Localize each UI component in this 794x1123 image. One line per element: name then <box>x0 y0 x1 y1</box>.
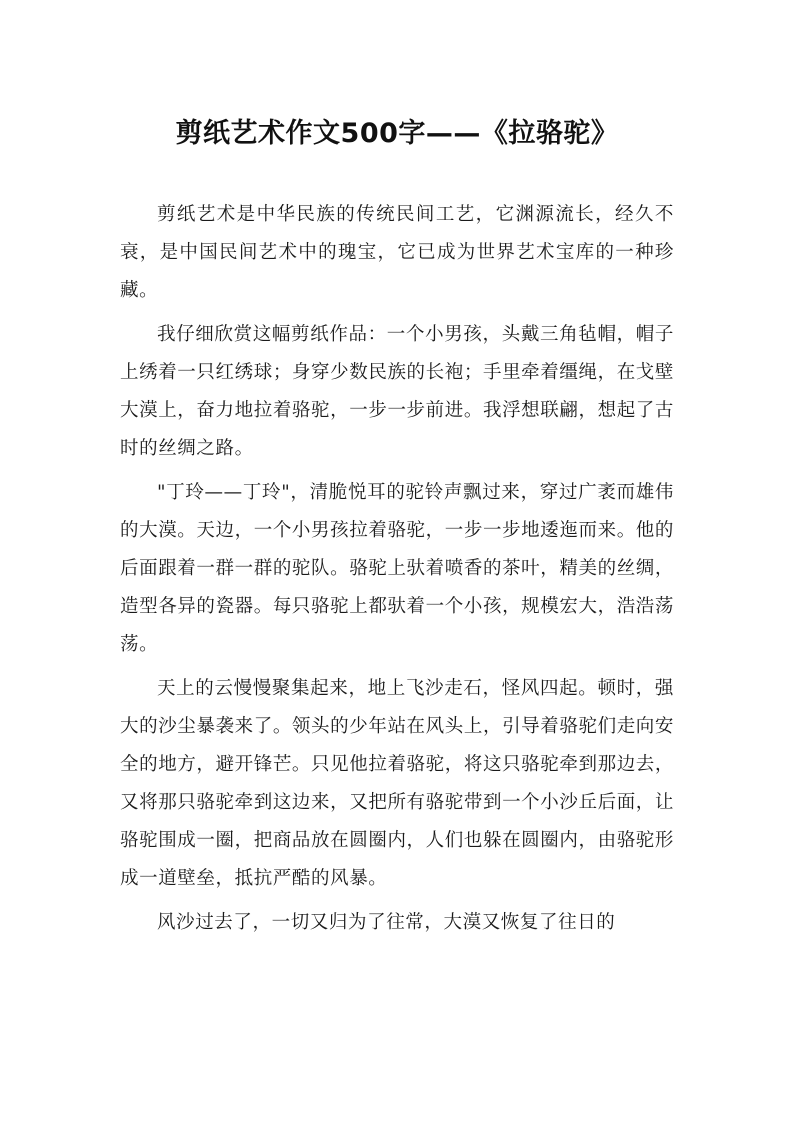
paragraph: 我仔细欣赏这幅剪纸作品：一个小男孩，头戴三角毡帽，帽子上绣着一只红绣球；身穿少数民族的长袍；手里牵着缰绳，在戈壁大漠上，奋力地拉着骆驼，一步一步前进。我浮想联翩，想起了古时的丝绸之路。 <box>120 324 674 459</box>
paragraph: 天上的云慢慢聚集起来，地上飞沙走石，怪风四起。顿时，强大的沙尘暴袭来了。领头的少年站在风头上，引导着骆驼们走向安全的地方，避开锋芒。只见他拉着骆驼，将这只骆驼牵到那边去，又将那只骆驼牵到这边来，又把所有骆驼带到一个小沙丘后面，让骆驼围成一圈，把商品放在圆圈内，人们也躲在圆圈内，由骆驼形成一道壁垒，抵抗严酷的风暴。 <box>120 678 674 889</box>
paragraph: 风沙过去了，一切又归为了往常，大漠又恢复了往日的 <box>157 912 616 933</box>
document-body <box>120 196 674 948</box>
paragraph: "丁玲——丁玲"，清脆悦耳的驼铃声飘过来，穿过广袤而雄伟的大漠。天边，一个小男孩拉着骆驼，一步一步地逶迤而来。他的后面跟着一群一群的驼队。骆驼上驮着喷香的茶叶，精美的丝绸，造型各异的瓷器。每只骆驼上都驮着一个小孩，规模宏大，浩浩荡荡。 <box>120 482 674 655</box>
paragraph: 剪纸艺术是中华民族的传统民间工艺，它渊源流长，经久不衰，是中国民间艺术中的瑰宝，它已成为世界艺术宝库的一种珍藏。 <box>120 204 674 301</box>
document-title: 剪纸艺术作文500字——《拉骆驼》 <box>175 118 619 150</box>
